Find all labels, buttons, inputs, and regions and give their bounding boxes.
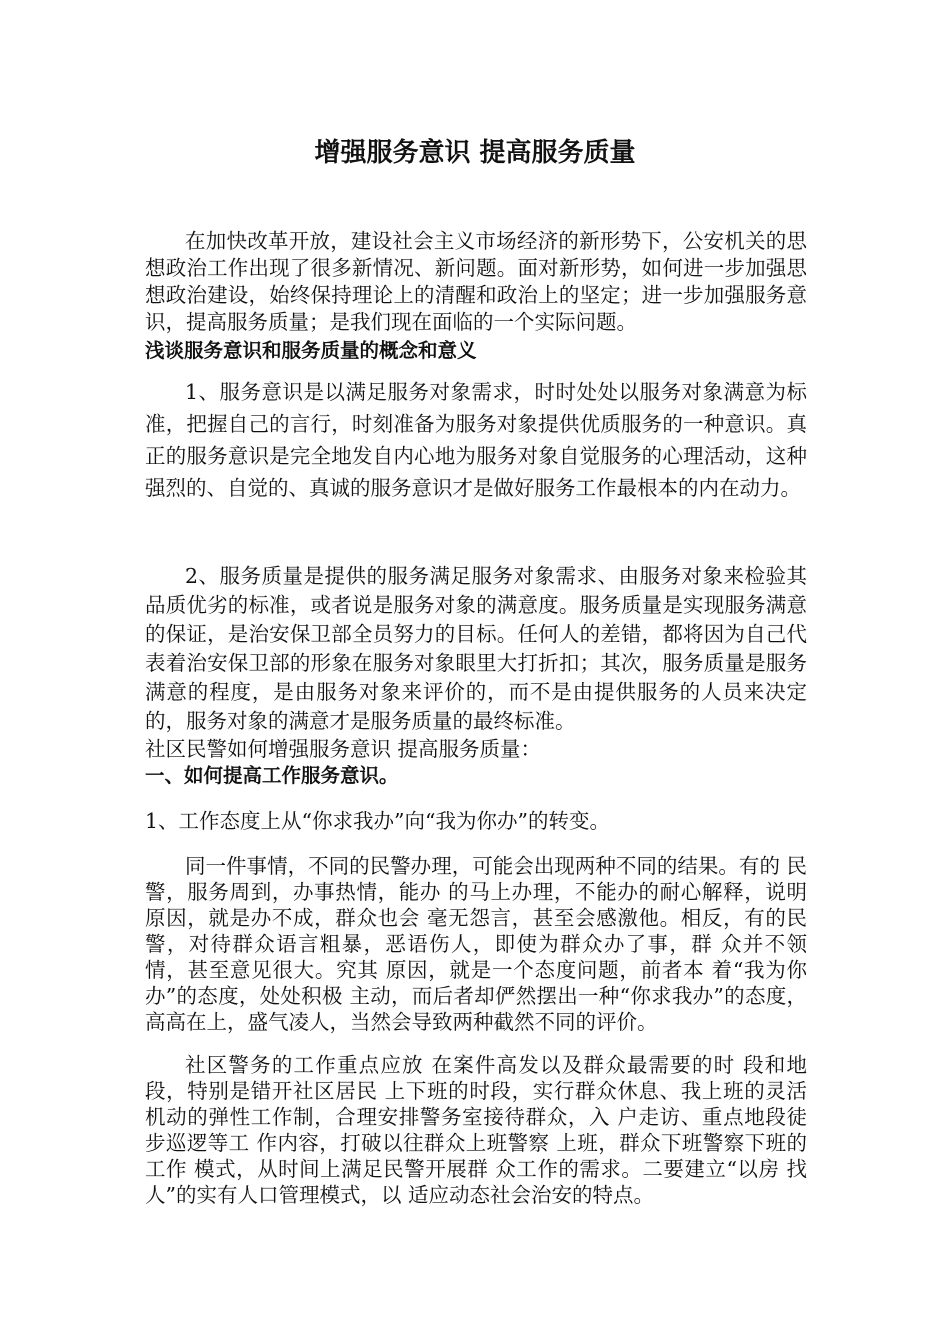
point-one-block xyxy=(145,808,807,835)
section-heading-service-awareness: 一、如何提高工作服务意识。 xyxy=(145,764,399,787)
heading-two-block xyxy=(145,763,807,789)
intro-paragraph: 在加快改革开放，建设社会主义市场经济的新形势下，公安机关的思想政治工作出现了很多新情况、新问题。面对新形势，如何进一步加强思想政治建设，始终保持理论上的清醒和政治上的坚定；进一步加强服务意识，提高服务质量；是我们现在面临的一个实际问题。 xyxy=(145,229,807,334)
item-one-block xyxy=(145,376,807,504)
section-subtitle: 社区民警如何增强服务意识 提高服务质量： xyxy=(145,737,542,761)
para-two-block xyxy=(145,1052,807,1208)
section-heading-concepts: 浅谈服务意识和服务质量的概念和意义 xyxy=(145,339,477,362)
item-two-paragraph: 2、服务质量是提供的服务满足服务对象需求、由服务对象来检验其品质优劣的标准，或者说是服务对象的满意度。服务质量是实现服务满意的保证，是治安保卫部全员努力的目标。任何人的差错，都将因为自己代表着治安保卫部的形象在服务对象眼里大打折扣；其次，服务质量是服务满意的程度，是由服务对象来评价的，而不是由提供服务的人员来决定的，服务对象的满意才是服务质量的最终标准。 xyxy=(145,564,807,733)
document-title: 增强服务意识 提高服务质量 xyxy=(314,138,636,168)
intro-block xyxy=(145,228,807,336)
item-one-paragraph: 1、服务意识是以满足服务对象需求，时时处处以服务对象满意为标准，把握自己的言行，时刻准备为服务对象提供优质服务的一种意识。真正的服务意识是完全地发自内心地为服务对象自觉服务的心理活动，这种强烈的、自觉的、真诚的服务意识才是做好服务工作最根本的内在动力。 xyxy=(145,380,807,500)
para-one-block xyxy=(145,853,807,1035)
point-one-text: 1、工作态度上从“你求我办”向“我为你办”的转变。 xyxy=(145,809,610,833)
subtitle-block xyxy=(145,736,807,763)
section-heading-block xyxy=(145,338,807,364)
attitude-paragraph: 同一件事情，不同的民警办理，可能会出现两种不同的结果。有的 民警，服务周到，办事热情，能办 的马上办理，不能办的耐心解释，说明原因，就是办不成，群众也会 毫无怨言，甚至会感激他。相反，有的民警，对待群众语言粗暴，恶语伤人，即使为群众办了事，群 众并不领情，甚至意见很大。究其 原因，就是一个态度问题，前者本 着“我为你办”的态度，处处积极 主动，而后者却俨然摆出一种“你求我办”的态度，高高在上，盛气凌人，当然会导致两种截然不同的评价。 xyxy=(145,854,807,1034)
item-two-block xyxy=(145,562,807,736)
community-policing-paragraph: 社区警务的工作重点应放 在案件高发以及群众最需要的时 段和地段，特别是错开社区居民 上下班的时段，实行群众休息、我上班的灵活机动的弹性工作制，合理安排警务室接待群众，入 户走访、重点地段徒步巡逻等工 作内容，打破以往群众上班警察 上班，群众下班警察下班的工作 模式，从时间上满足民警开展群 众工作的需求。二要建立“以房 找人”的实有人口管理模式，以 适应动态社会治安的特点。 xyxy=(145,1053,807,1207)
